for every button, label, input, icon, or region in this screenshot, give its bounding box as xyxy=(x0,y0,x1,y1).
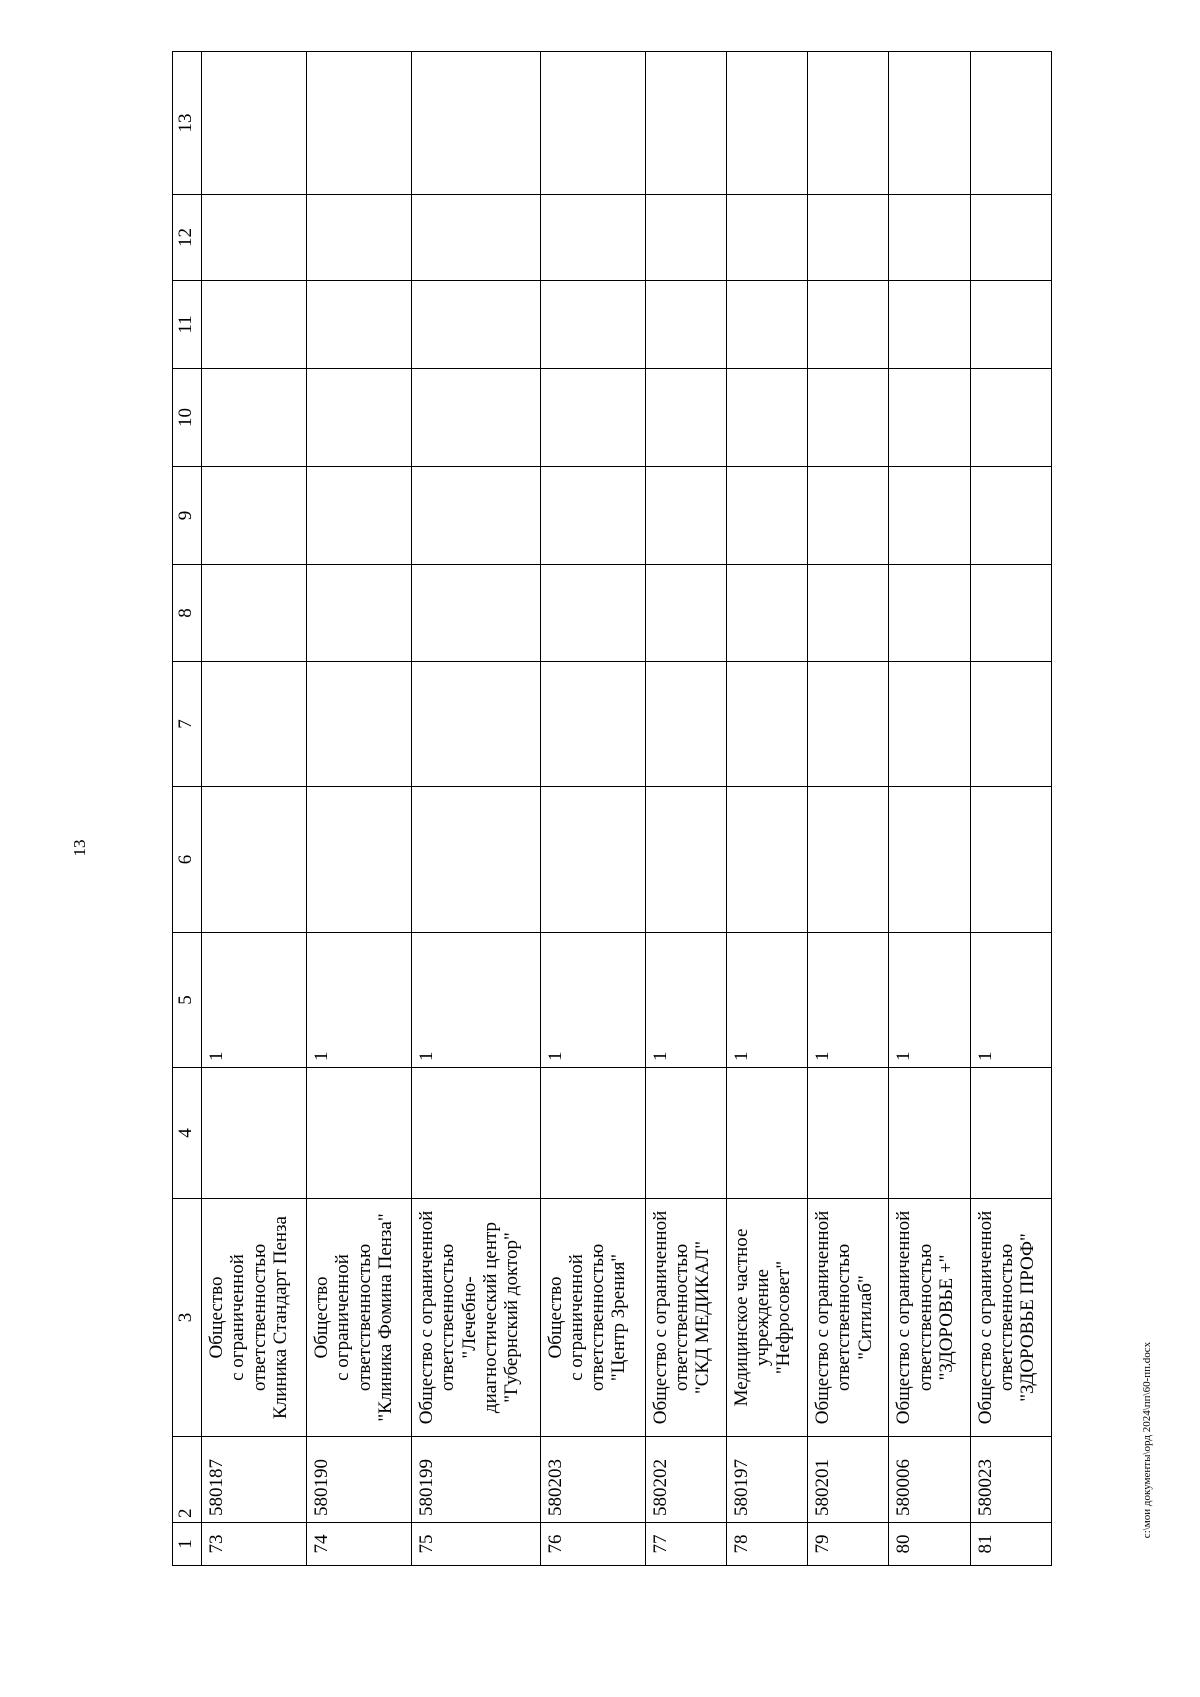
empty-cell xyxy=(645,52,726,195)
empty-cell xyxy=(411,565,540,662)
row-number-cell: 80 xyxy=(889,1523,970,1566)
empty-cell xyxy=(411,787,540,933)
empty-cell xyxy=(411,195,540,281)
organization-name-cell: Общество с ограниченной ответственностью Клиника Стандарт Пенза xyxy=(202,1199,307,1437)
empty-cell xyxy=(808,281,889,369)
empty-cell xyxy=(540,467,645,565)
row-number-cell: 74 xyxy=(306,1523,411,1566)
empty-cell xyxy=(306,52,411,195)
organization-name-cell: Общество с ограниченной ответственностью "Лечебно- диагностический центр "Губернский доктор" xyxy=(411,1199,540,1437)
empty-cell xyxy=(411,662,540,787)
empty-cell xyxy=(540,787,645,933)
empty-cell xyxy=(970,787,1051,933)
row-number-cell: 76 xyxy=(540,1523,645,1566)
empty-cell xyxy=(645,369,726,467)
column-header: 7 xyxy=(173,662,202,787)
empty-cell xyxy=(889,467,970,565)
empty-cell xyxy=(889,787,970,933)
empty-cell xyxy=(726,787,807,933)
empty-cell xyxy=(202,52,307,195)
row-number-cell: 77 xyxy=(645,1523,726,1566)
empty-cell xyxy=(411,369,540,467)
column-header: 3 xyxy=(173,1199,202,1437)
empty-cell xyxy=(970,195,1051,281)
column-4-cell xyxy=(645,1068,726,1199)
organization-name-cell: Общество с ограниченной ответственностью "ЗДОРОВЬЕ ПРОФ" xyxy=(970,1199,1051,1437)
code-cell: 580006 xyxy=(889,1437,970,1523)
empty-cell xyxy=(970,281,1051,369)
empty-cell xyxy=(540,565,645,662)
empty-cell xyxy=(726,52,807,195)
empty-cell xyxy=(808,52,889,195)
code-cell: 580201 xyxy=(808,1437,889,1523)
empty-cell xyxy=(726,467,807,565)
empty-cell xyxy=(889,662,970,787)
column-5-cell: 1 xyxy=(726,933,807,1068)
table-header-row xyxy=(173,52,202,1566)
empty-cell xyxy=(889,195,970,281)
empty-cell xyxy=(970,467,1051,565)
column-5-cell: 1 xyxy=(645,933,726,1068)
table-row xyxy=(306,52,411,1566)
empty-cell xyxy=(540,662,645,787)
empty-cell xyxy=(202,281,307,369)
column-header: 9 xyxy=(173,467,202,565)
empty-cell xyxy=(411,281,540,369)
column-5-cell: 1 xyxy=(540,933,645,1068)
code-cell: 580023 xyxy=(970,1437,1051,1523)
empty-cell xyxy=(540,195,645,281)
table-row xyxy=(808,52,889,1566)
empty-cell xyxy=(202,787,307,933)
column-4-cell xyxy=(889,1068,970,1199)
empty-cell xyxy=(889,565,970,662)
data-table xyxy=(172,51,1052,1566)
code-cell: 580202 xyxy=(645,1437,726,1523)
column-5-cell: 1 xyxy=(411,933,540,1068)
code-cell: 580187 xyxy=(202,1437,307,1523)
empty-cell xyxy=(808,565,889,662)
column-header: 13 xyxy=(173,52,202,195)
page-number: 13 xyxy=(70,839,89,857)
organization-name-cell: Общество с ограниченной ответственностью "Центр Зрения" xyxy=(540,1199,645,1437)
empty-cell xyxy=(889,281,970,369)
empty-cell xyxy=(726,195,807,281)
empty-cell xyxy=(970,662,1051,787)
column-5-cell: 1 xyxy=(202,933,307,1068)
table-container xyxy=(172,52,1052,1566)
column-4-cell xyxy=(306,1068,411,1199)
organization-name-cell: Общество с ограниченной ответственностью "СКД МЕДИКАЛ" xyxy=(645,1199,726,1437)
empty-cell xyxy=(726,369,807,467)
table-body xyxy=(173,52,1052,1566)
empty-cell xyxy=(645,467,726,565)
column-4-cell xyxy=(808,1068,889,1199)
empty-cell xyxy=(808,369,889,467)
code-cell: 580190 xyxy=(306,1437,411,1523)
row-number-cell: 78 xyxy=(726,1523,807,1566)
organization-name-cell: Общество с ограниченной ответственностью "Клиника Фомина Пенза" xyxy=(306,1199,411,1437)
column-5-cell: 1 xyxy=(970,933,1051,1068)
column-header: 6 xyxy=(173,787,202,933)
column-4-cell xyxy=(540,1068,645,1199)
empty-cell xyxy=(411,52,540,195)
empty-cell xyxy=(645,565,726,662)
column-header: 12 xyxy=(173,195,202,281)
empty-cell xyxy=(645,281,726,369)
empty-cell xyxy=(645,195,726,281)
empty-cell xyxy=(970,369,1051,467)
empty-cell xyxy=(726,281,807,369)
column-4-cell xyxy=(411,1068,540,1199)
column-header: 8 xyxy=(173,565,202,662)
column-4-cell xyxy=(726,1068,807,1199)
empty-cell xyxy=(306,369,411,467)
row-number-cell: 75 xyxy=(411,1523,540,1566)
empty-cell xyxy=(808,787,889,933)
table-row xyxy=(970,52,1051,1566)
column-5-cell: 1 xyxy=(889,933,970,1068)
column-5-cell: 1 xyxy=(808,933,889,1068)
empty-cell xyxy=(889,369,970,467)
empty-cell xyxy=(202,662,307,787)
empty-cell xyxy=(970,565,1051,662)
empty-cell xyxy=(726,565,807,662)
empty-cell xyxy=(306,565,411,662)
empty-cell xyxy=(540,369,645,467)
empty-cell xyxy=(808,195,889,281)
row-number-cell: 79 xyxy=(808,1523,889,1566)
column-header: 4 xyxy=(173,1068,202,1199)
empty-cell xyxy=(202,369,307,467)
column-header: 5 xyxy=(173,933,202,1068)
row-number-cell: 81 xyxy=(970,1523,1051,1566)
empty-cell xyxy=(808,467,889,565)
empty-cell xyxy=(306,662,411,787)
empty-cell xyxy=(411,467,540,565)
empty-cell xyxy=(540,281,645,369)
column-4-cell xyxy=(202,1068,307,1199)
code-cell: 580197 xyxy=(726,1437,807,1523)
code-cell: 580199 xyxy=(411,1437,540,1523)
table-row xyxy=(202,52,307,1566)
code-cell: 580203 xyxy=(540,1437,645,1523)
table-row xyxy=(411,52,540,1566)
column-4-cell xyxy=(970,1068,1051,1199)
empty-cell xyxy=(306,281,411,369)
organization-name-cell: Медицинское частное учреждение "Нефросовет" xyxy=(726,1199,807,1437)
column-header: 11 xyxy=(173,281,202,369)
column-header: 10 xyxy=(173,369,202,467)
column-header: 2 xyxy=(173,1437,202,1523)
organization-name-cell: Общество с ограниченной ответственностью "ЗДОРОВЬЕ +" xyxy=(889,1199,970,1437)
empty-cell xyxy=(202,195,307,281)
table-row xyxy=(726,52,807,1566)
empty-cell xyxy=(808,662,889,787)
table-row xyxy=(889,52,970,1566)
table-row xyxy=(645,52,726,1566)
empty-cell xyxy=(202,565,307,662)
empty-cell xyxy=(645,662,726,787)
column-5-cell: 1 xyxy=(306,933,411,1068)
empty-cell xyxy=(306,195,411,281)
empty-cell xyxy=(726,662,807,787)
footer-file-path: c:\мои документы\орд 2024\пп\60-пп.docx xyxy=(1141,1341,1153,1539)
column-header: 1 xyxy=(173,1523,202,1566)
empty-cell xyxy=(889,52,970,195)
organization-name-cell: Общество с ограниченной ответственностью "Ситилаб" xyxy=(808,1199,889,1437)
empty-cell xyxy=(306,787,411,933)
empty-cell xyxy=(306,467,411,565)
empty-cell xyxy=(645,787,726,933)
empty-cell xyxy=(970,52,1051,195)
table-row xyxy=(540,52,645,1566)
empty-cell xyxy=(540,52,645,195)
empty-cell xyxy=(202,467,307,565)
row-number-cell: 73 xyxy=(202,1523,307,1566)
